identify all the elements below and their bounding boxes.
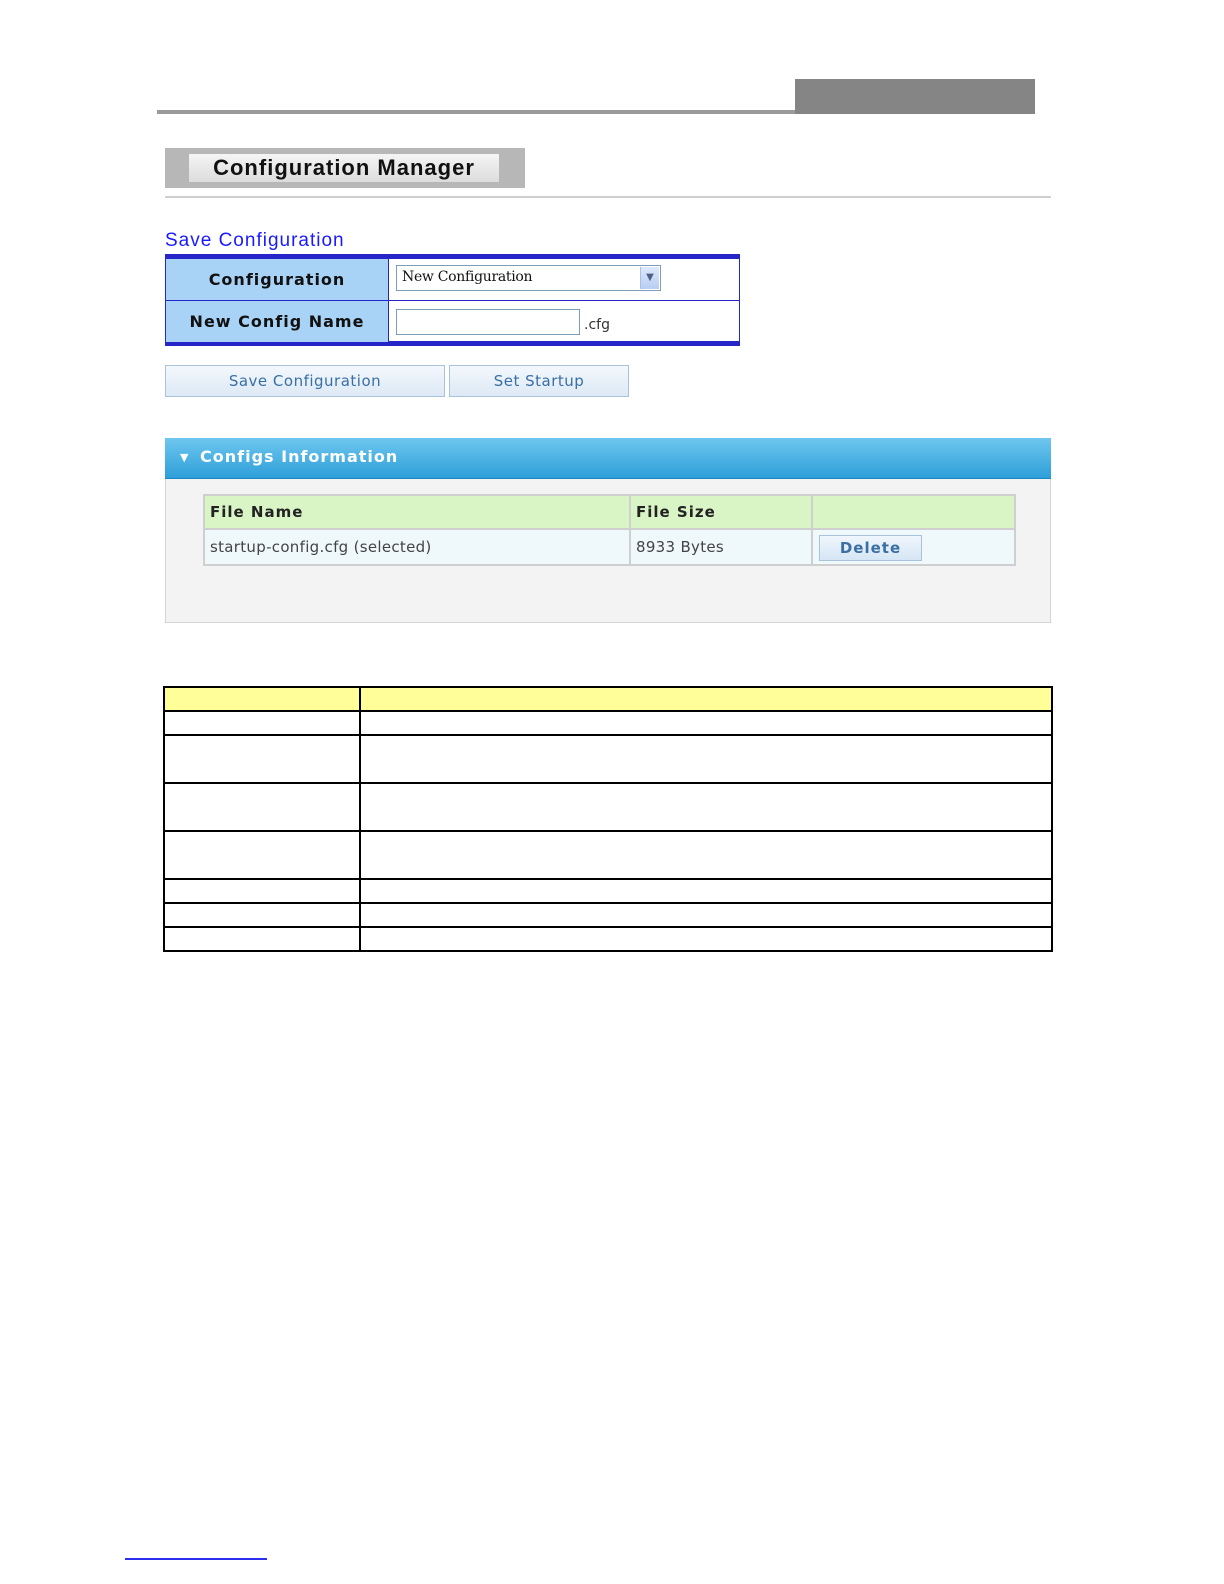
table-cell <box>164 927 360 951</box>
table-cell <box>164 831 360 879</box>
save-configuration-form <box>165 254 740 346</box>
configuration-select-value: New Configuration <box>402 269 533 285</box>
collapse-caret-icon[interactable]: ▼ <box>180 451 189 464</box>
configs-information-panel <box>165 438 1051 623</box>
table-cell <box>164 903 360 927</box>
table-cell <box>164 711 360 735</box>
column-header-file-name: File Name <box>205 496 631 528</box>
table-cell <box>360 783 1052 831</box>
table-cell <box>360 879 1052 903</box>
cfg-extension-label: .cfg <box>584 317 610 333</box>
description-header-cell <box>360 687 1052 711</box>
table-cell <box>360 831 1052 879</box>
chevron-down-icon[interactable]: ▼ <box>640 267 659 289</box>
new-config-name-input[interactable] <box>396 309 580 335</box>
save-configuration-button[interactable]: Save Configuration <box>165 365 445 397</box>
table-cell <box>164 735 360 783</box>
table-cell <box>360 927 1052 951</box>
new-config-name-label: New Config Name <box>166 301 389 342</box>
footer-link-underline <box>125 1558 267 1560</box>
configuration-label: Configuration <box>166 259 389 300</box>
table-cell <box>360 735 1052 783</box>
description-header-row <box>164 687 1052 711</box>
table-row <box>164 711 1052 735</box>
table-row <box>164 831 1052 879</box>
file-size-cell: 8933 Bytes <box>631 530 813 564</box>
column-header-file-size: File Size <box>631 496 813 528</box>
table-header-row <box>205 496 1014 530</box>
table-cell <box>360 903 1052 927</box>
description-header-cell <box>164 687 360 711</box>
description-table <box>163 686 1053 952</box>
table-row <box>164 879 1052 903</box>
table-cell <box>164 879 360 903</box>
column-header-action <box>813 496 1014 528</box>
title-divider <box>165 196 1051 198</box>
configuration-select[interactable] <box>396 265 661 291</box>
table-row <box>164 927 1052 951</box>
table-row <box>164 903 1052 927</box>
file-name-cell: startup-config.cfg (selected) <box>205 530 631 564</box>
set-startup-button[interactable]: Set Startup <box>449 365 629 397</box>
table-row <box>164 735 1052 783</box>
delete-button[interactable]: Delete <box>819 535 922 561</box>
table-cell <box>164 783 360 831</box>
configs-information-title: Configs Information <box>200 447 399 466</box>
table-row <box>164 783 1052 831</box>
configs-information-header[interactable] <box>165 438 1051 479</box>
new-config-name-row <box>166 301 739 342</box>
header-rule <box>157 110 797 114</box>
header-tab-block <box>795 79 1035 114</box>
table-row <box>205 530 1014 564</box>
config-files-table <box>203 494 1016 566</box>
save-configuration-heading: Save Configuration <box>165 230 345 251</box>
table-cell <box>360 711 1052 735</box>
page-title: Configuration Manager <box>189 154 499 182</box>
action-cell <box>813 530 1014 564</box>
configuration-row <box>166 259 739 301</box>
page-title-banner <box>165 148 525 188</box>
